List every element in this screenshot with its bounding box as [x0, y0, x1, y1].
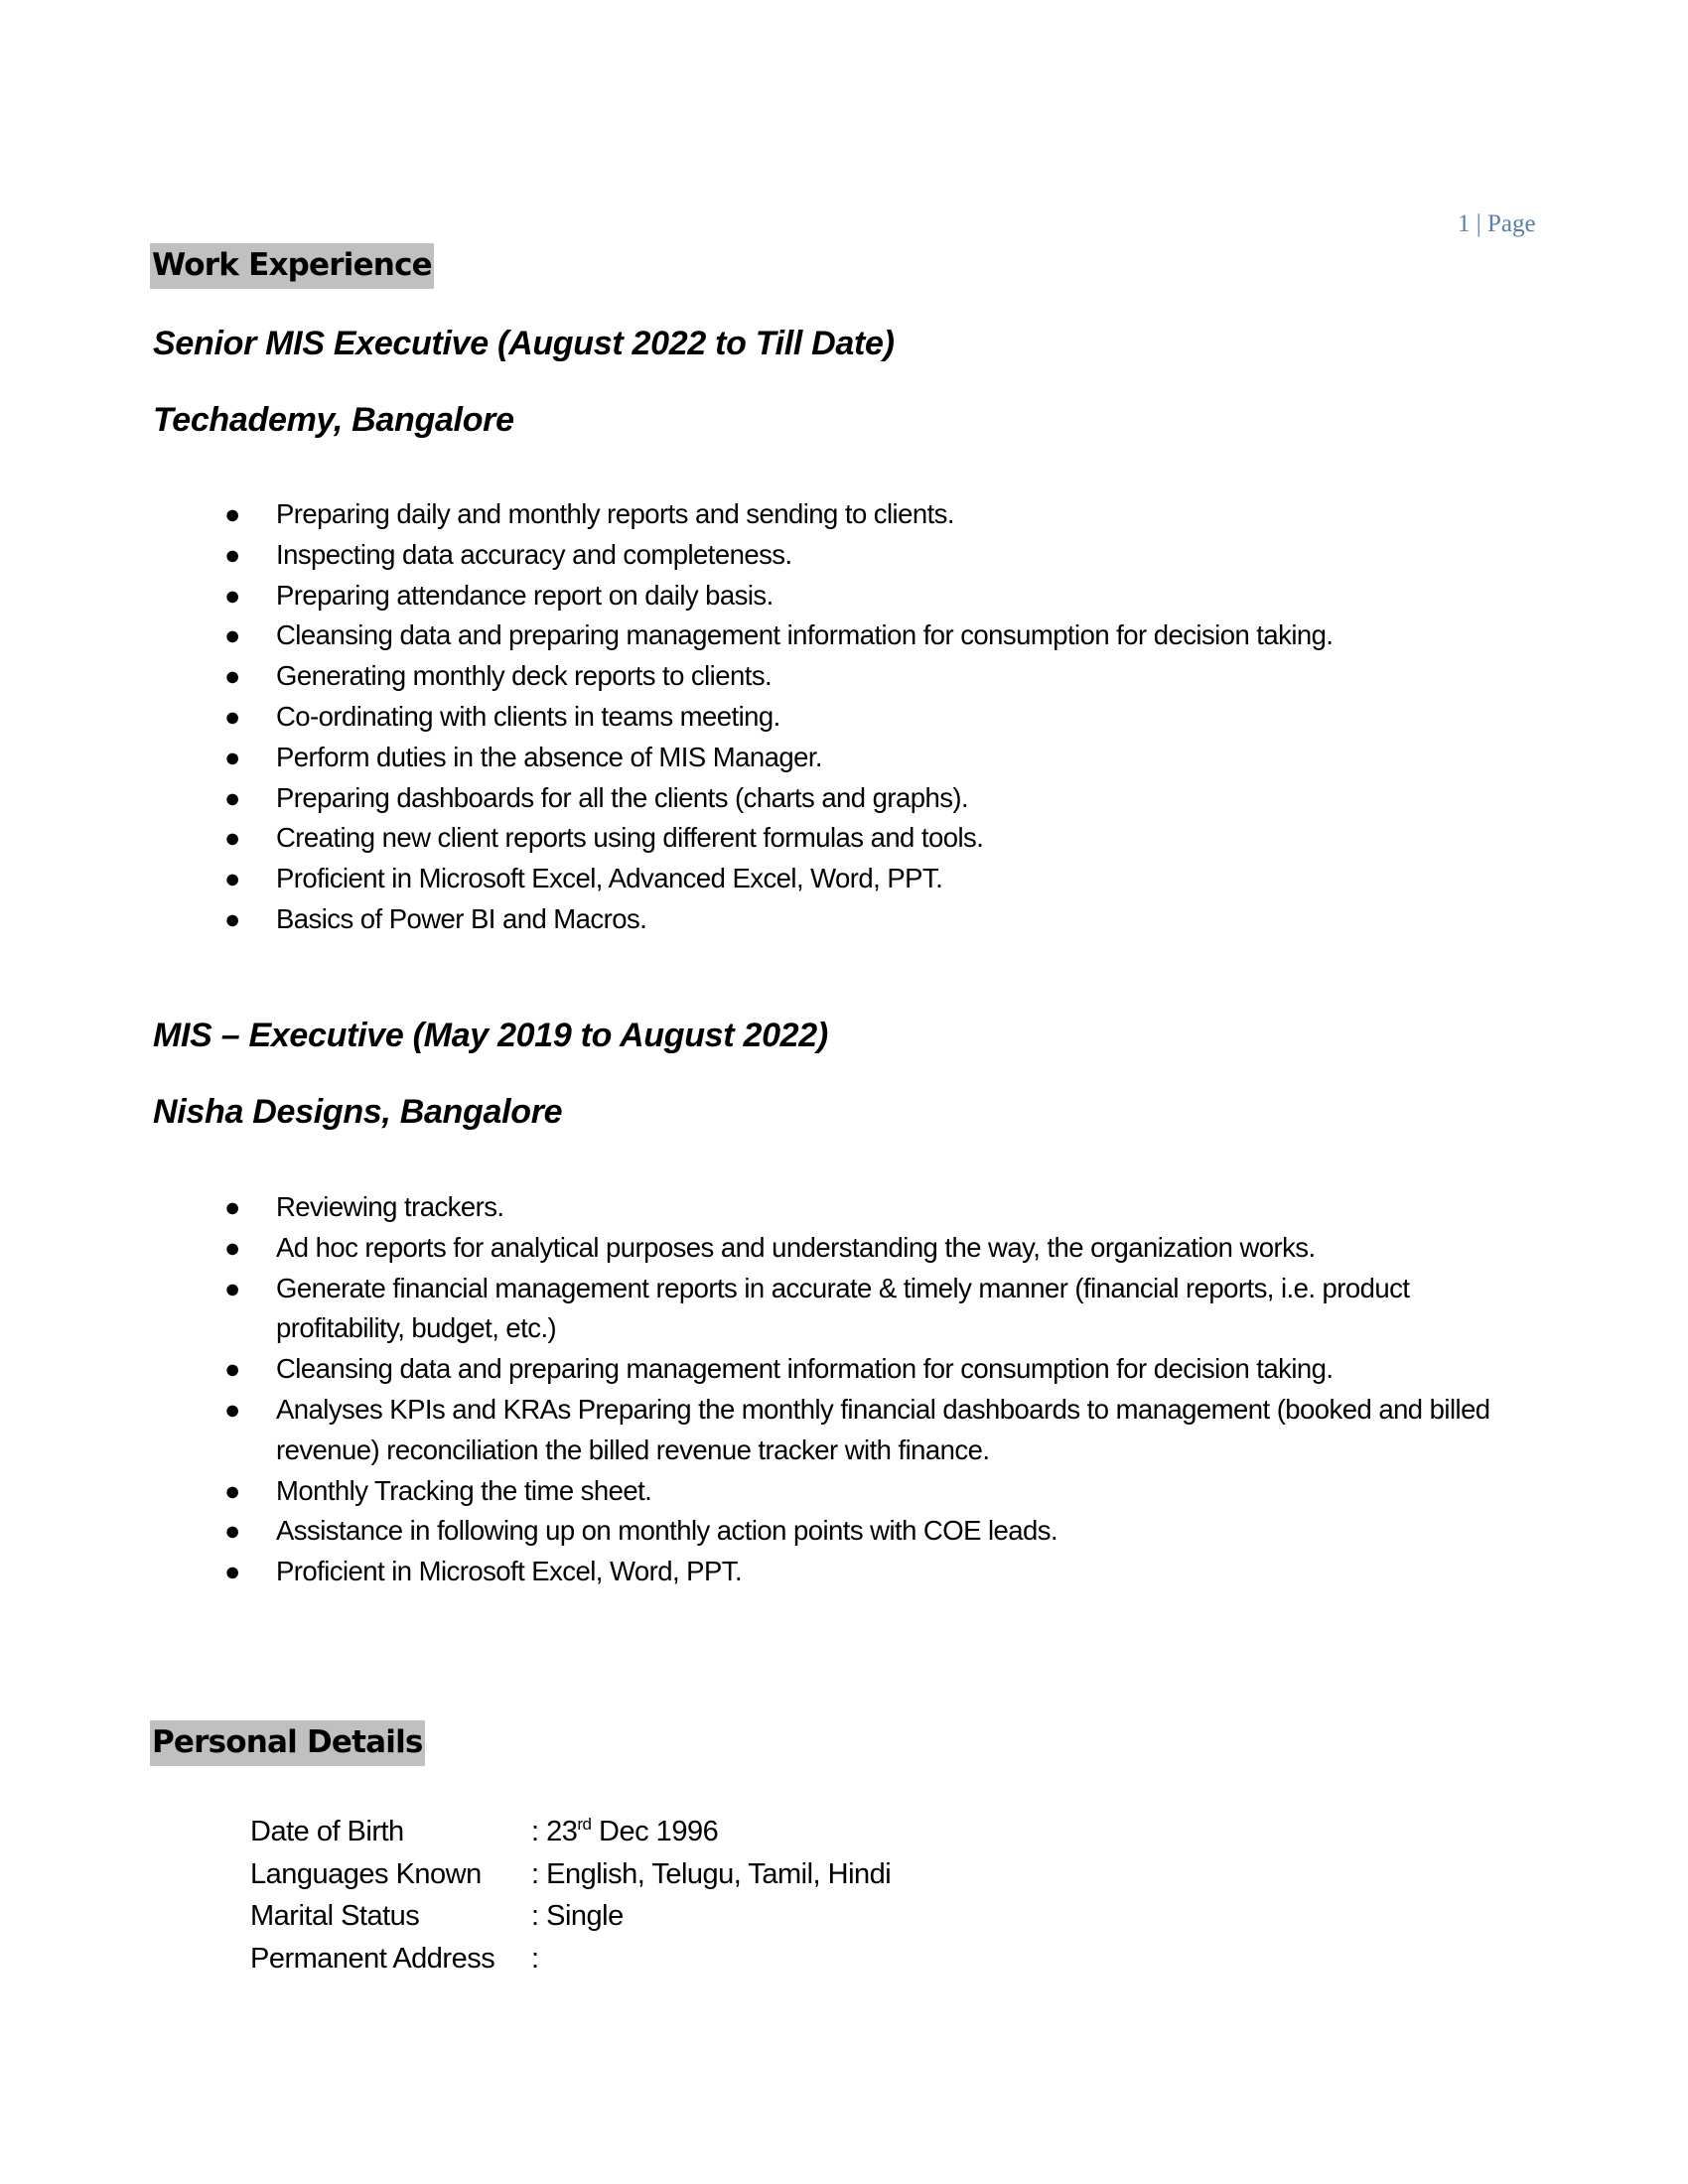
duty-item: ● Analyses KPIs and KRAs Preparing the monthly financial dashboards to management (booked and billed revenue) reconciliation the billed revenue tracker with finance. [0, 1390, 1527, 1471]
job-title-1: Senior MIS Executive (August 2022 to Till Date) [153, 325, 895, 362]
personal-row-marital-status [250, 1895, 891, 1938]
marital-status-label: Marital Status [250, 1900, 420, 1932]
bullet-icon: ● [224, 1557, 240, 1587]
address-value: : [531, 1942, 539, 1975]
company-1: Techademy, Bangalore [153, 401, 514, 439]
duty-item: ● Monthly Tracking the time sheet. [0, 1471, 1527, 1512]
bullet-icon: ● [224, 661, 240, 692]
address-label: Permanent Address [250, 1942, 495, 1975]
personal-row-languages [250, 1853, 891, 1896]
bullet-icon: ● [224, 823, 240, 854]
work-experience-heading: Work Experience [150, 243, 434, 289]
duty-item: ● Creating new client reports using different formulas and tools. [0, 818, 1527, 859]
duty-item: ● Basics of Power BI and Macros. [0, 899, 1527, 940]
bullet-icon: ● [224, 1192, 240, 1222]
duty-item: ● Co-ordinating with clients in teams meeting. [0, 697, 1527, 738]
bullet-icon: ● [224, 742, 240, 772]
duty-item: ● Preparing dashboards for all the clients (charts and graphs). [0, 778, 1527, 819]
duty-item: ● Inspecting data accuracy and completeness. [0, 535, 1527, 576]
job-1-duties-list [0, 494, 1688, 940]
bullet-icon: ● [224, 903, 240, 934]
duty-item: ● Cleansing data and preparing management information for consumption for decision taking. [0, 1349, 1527, 1390]
bullet-icon: ● [224, 1516, 240, 1547]
duty-item: ● Reviewing trackers. [0, 1187, 1527, 1228]
personal-details-heading: Personal Details [150, 1720, 425, 1766]
bullet-icon: ● [224, 1394, 240, 1425]
bullet-icon: ● [224, 620, 240, 651]
bullet-icon: ● [224, 499, 240, 529]
job-2-duties-list [0, 1187, 1688, 1592]
bullet-icon: ● [224, 1354, 240, 1385]
job-title-2: MIS – Executive (May 2019 to August 2022) [153, 1017, 828, 1054]
languages-label: Languages Known [250, 1857, 482, 1890]
bullet-icon: ● [224, 539, 240, 570]
duty-item: ● Assistance in following up on monthly action points with COE leads. [0, 1511, 1527, 1552]
duty-item: ● Preparing daily and monthly reports and sending to clients. [0, 494, 1527, 535]
personal-row-address [250, 1938, 891, 1980]
languages-value: : English, Telugu, Tamil, Hindi [531, 1857, 892, 1890]
bullet-icon: ● [224, 1273, 240, 1303]
duty-item: ● Preparing attendance report on daily basis. [0, 576, 1527, 616]
dob-value: : 23rd Dec 1996 [531, 1815, 719, 1847]
duty-item: ● Cleansing data and preparing management information for consumption for decision taking. [0, 615, 1527, 656]
marital-status-value: : Single [531, 1900, 624, 1932]
duty-item: ● Ad hoc reports for analytical purposes and understanding the way, the organization works. [0, 1228, 1418, 1269]
dob-label: Date of Birth [250, 1816, 404, 1847]
bullet-icon: ● [224, 782, 240, 813]
page-number: 1 | Page [1458, 210, 1536, 237]
company-2: Nisha Designs, Bangalore [153, 1093, 563, 1131]
bullet-icon: ● [224, 1232, 240, 1263]
bullet-icon: ● [224, 1475, 240, 1506]
duty-item: ● Proficient in Microsoft Excel, Word, PPT. [0, 1552, 1527, 1592]
bullet-icon: ● [224, 864, 240, 894]
personal-row-dob [250, 1811, 891, 1853]
duty-item: ● Generating monthly deck reports to clients. [0, 656, 1527, 697]
duty-item: ● Generate financial management reports in accurate & timely manner (financial reports, i.e. product profitability, budget, etc.) [0, 1269, 1468, 1350]
bullet-icon: ● [224, 701, 240, 732]
duty-item: ● Perform duties in the absence of MIS Manager. [0, 738, 1527, 778]
bullet-icon: ● [224, 580, 240, 611]
personal-details-table [250, 1811, 891, 1979]
duty-item: ● Proficient in Microsoft Excel, Advanced Excel, Word, PPT. [0, 859, 1527, 899]
